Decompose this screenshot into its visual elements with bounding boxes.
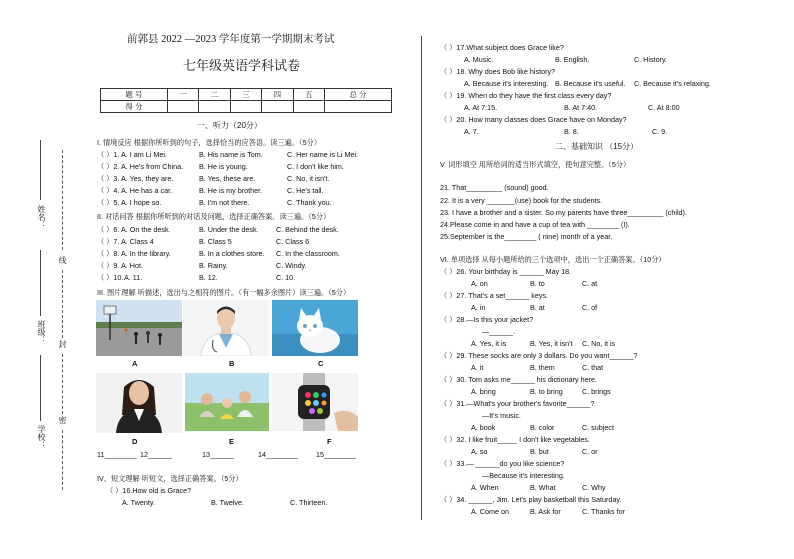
option-b: B. He is young. bbox=[199, 162, 248, 171]
question-17: （ ）17.What subject does Grace like? bbox=[440, 43, 564, 52]
question-number: （ ）2. bbox=[97, 162, 120, 171]
picture-b-doctor bbox=[183, 300, 269, 356]
question-number: （ ）4. bbox=[97, 186, 120, 195]
answer-blank-15[interactable]: 15________ bbox=[316, 450, 356, 459]
seal-dash-3 bbox=[62, 354, 63, 414]
option-b: B. Ask for bbox=[530, 507, 561, 516]
question-number: （ ）9. bbox=[97, 261, 120, 270]
score-table-score-row bbox=[101, 101, 392, 113]
option-c: C. Windy. bbox=[276, 261, 307, 270]
column-divider bbox=[421, 36, 422, 520]
option-b: B. Under the desk. bbox=[199, 225, 259, 234]
option-a: A. in bbox=[471, 303, 486, 312]
picture-label-a: A bbox=[132, 359, 138, 368]
exam-subtitle: 七年级英语学科试卷 bbox=[183, 58, 301, 73]
option-c: C. Her name is Li Mei. bbox=[287, 150, 359, 159]
seal-dash-2 bbox=[62, 270, 63, 338]
option-c: C. No, it is bbox=[582, 339, 616, 348]
score-header-cell: 总 分 bbox=[325, 89, 392, 101]
question-19: （ ）19. When do they have the first class every day? bbox=[440, 91, 612, 100]
school-label: 学校： bbox=[37, 425, 46, 449]
option-b: B. Yes, these are. bbox=[199, 174, 256, 183]
question-29: （ ）29. These socks are only 3 dollars. Do you want______? bbox=[440, 351, 638, 360]
score-cell[interactable] bbox=[325, 101, 392, 113]
option-c: C. History. bbox=[634, 55, 668, 64]
section1-instruction: I. 情境反应 根据你所听到的句子，选择恰当的应答语。读三遍。（5分） bbox=[97, 138, 322, 147]
seal-char-seal: 封 bbox=[58, 340, 67, 348]
option-a: A. book bbox=[471, 423, 496, 432]
score-table bbox=[100, 88, 392, 113]
question-32: （ ）32. I like fruit_____ I don't like vegetables. bbox=[440, 435, 590, 444]
option-c: C. that bbox=[582, 363, 604, 372]
question-26: （ ）26. Your birthday is ______ May 18. bbox=[440, 267, 572, 276]
option-a: A. Class 4 bbox=[121, 237, 154, 246]
picture-label-d: D bbox=[132, 437, 138, 446]
option-a: A. on bbox=[471, 279, 488, 288]
option-c: C. Thirteen. bbox=[290, 498, 328, 507]
question-number: （ ）3. bbox=[97, 174, 120, 183]
question-30: （ ）30. Tom asks me______ his dictionary here. bbox=[440, 375, 598, 384]
answer-blank-14[interactable]: 14________ bbox=[258, 450, 298, 459]
score-cell[interactable] bbox=[199, 101, 230, 113]
option-c: C. 9. bbox=[652, 127, 668, 136]
question-row bbox=[97, 249, 119, 258]
option-b: B. color bbox=[530, 423, 555, 432]
section3-instruction: III. 图片理解 听描述，选出与之相符的图片。（有一幅多余图片）读三遍。（5分） bbox=[97, 288, 351, 297]
option-b: B. them bbox=[530, 363, 555, 372]
score-cell[interactable] bbox=[167, 101, 198, 113]
option-c: C. Because it's relaxing. bbox=[634, 79, 711, 88]
option-a: A. He has a car. bbox=[121, 186, 173, 195]
score-row-label: 得 分 bbox=[101, 101, 168, 113]
option-a: A. Come on bbox=[471, 507, 509, 516]
seal-dash-1 bbox=[62, 150, 63, 250]
part2-title: 二、基础知识 （15分） bbox=[555, 142, 639, 151]
option-b: B. 8. bbox=[564, 127, 579, 136]
question-row bbox=[97, 237, 119, 246]
class-label: 班级： bbox=[37, 320, 46, 344]
option-a: A. On the desk. bbox=[121, 225, 171, 234]
question-row bbox=[97, 150, 119, 159]
option-b: B. to bbox=[530, 279, 545, 288]
option-b: B. but bbox=[530, 447, 549, 456]
picture-a-basketball bbox=[96, 300, 182, 356]
seal-char-secret: 密 bbox=[58, 416, 67, 424]
name-underline bbox=[40, 140, 41, 200]
option-c: C. I don't like him. bbox=[287, 162, 344, 171]
question-27: （ ）27. That's a set______ keys. bbox=[440, 291, 549, 300]
answer-blank-11[interactable]: 11________ bbox=[97, 450, 137, 459]
question-row bbox=[97, 162, 119, 171]
question-20: （ ）20. How many classes does Grace have on Monday? bbox=[440, 115, 627, 124]
option-a: A. When bbox=[471, 483, 499, 492]
question-33: （ ）33.— ______do you like science? bbox=[440, 459, 565, 468]
question-number: （ ）10. bbox=[97, 273, 124, 282]
score-header-cell: 二 bbox=[199, 89, 230, 101]
option-c: C. Why bbox=[582, 483, 606, 492]
option-a: A. Yes, it is bbox=[471, 339, 507, 348]
question-number: （ ）1. bbox=[97, 150, 120, 159]
school-underline bbox=[40, 355, 41, 421]
option-a: A. Hot. bbox=[121, 261, 143, 270]
option-a: A. In the library. bbox=[121, 249, 171, 258]
option-b: B. at bbox=[530, 303, 545, 312]
score-table-header-row bbox=[101, 89, 392, 101]
picture-label-b: B bbox=[229, 359, 235, 368]
option-b: B. In a clothes store. bbox=[199, 249, 265, 258]
picture-f-watch bbox=[272, 373, 358, 431]
question-number: （ ）6. bbox=[97, 225, 120, 234]
option-b: B. What bbox=[530, 483, 556, 492]
option-b: B. Rainy. bbox=[199, 261, 228, 270]
option-a: A. it bbox=[471, 363, 484, 372]
option-c: C. brings bbox=[582, 387, 611, 396]
question-row bbox=[97, 225, 119, 234]
fill-item-24: 24.Please come in and have a cup of tea with ________ (I). bbox=[440, 220, 630, 229]
option-a: A. At 7:15. bbox=[464, 103, 498, 112]
option-a: A. I hope so. bbox=[121, 198, 162, 207]
option-c: C. In the classroom. bbox=[276, 249, 340, 258]
question-number: （ ）8. bbox=[97, 249, 120, 258]
option-c: C. subject bbox=[582, 423, 614, 432]
option-b: B. His name is Tom. bbox=[199, 150, 263, 159]
option-c: C. He's tall. bbox=[287, 186, 324, 195]
section5-instruction: V. 词形填空 用所给词的适当形式填空，使句意完整。（5分） bbox=[440, 160, 631, 169]
class-underline bbox=[40, 250, 41, 316]
option-b: B. Yes, it isn't bbox=[530, 339, 573, 348]
option-a: A. He's from China. bbox=[121, 162, 184, 171]
option-a: A. Twenty. bbox=[122, 498, 155, 507]
option-c: C. Thanks for bbox=[582, 507, 626, 516]
question-row bbox=[97, 261, 119, 270]
option-b: B. to bring bbox=[530, 387, 563, 396]
option-a: A. I am Li Mei. bbox=[121, 150, 167, 159]
option-c: C. at bbox=[582, 279, 598, 288]
option-c: C. of bbox=[582, 303, 598, 312]
option-c: C. Behind the desk. bbox=[276, 225, 339, 234]
section6-instruction: VI. 单项选择 从每小题所给的三个选项中，选出一个正确答案。（10分） bbox=[440, 255, 666, 264]
score-cell[interactable] bbox=[262, 101, 293, 113]
question-33-reply: —Because it's interesting. bbox=[482, 471, 565, 480]
picture-label-e: E bbox=[229, 437, 235, 446]
picture-label-f: F bbox=[327, 437, 332, 446]
option-a: A. Yes, they are. bbox=[121, 174, 174, 183]
question-31-reply: —It's music. bbox=[482, 411, 521, 420]
option-b: B. Twelve. bbox=[211, 498, 245, 507]
score-header-cell: 五 bbox=[293, 89, 324, 101]
question-18: （ ）18. Why does Bob like history? bbox=[440, 67, 556, 76]
score-header-cell: 三 bbox=[230, 89, 261, 101]
score-header-cell: 一 bbox=[167, 89, 198, 101]
seal-char-line: 线 bbox=[58, 256, 67, 264]
option-a: A. 11. bbox=[124, 273, 143, 282]
part1-title: 一、听力（20分） bbox=[197, 121, 262, 130]
answer-blank-12[interactable]: 12______ bbox=[140, 450, 172, 459]
picture-d-woman bbox=[96, 373, 182, 433]
question-16: （ ）16.How old is Grace? bbox=[106, 486, 192, 495]
option-c: C. Thank you. bbox=[287, 198, 332, 207]
question-28-reply: —______. bbox=[482, 327, 516, 336]
question-row bbox=[97, 174, 119, 183]
fill-item-21: 21. That_________ (sound) good. bbox=[440, 183, 549, 192]
option-a: A. bring bbox=[471, 387, 496, 396]
option-a: A. Music. bbox=[464, 55, 494, 64]
option-b: B. Class 5 bbox=[199, 237, 232, 246]
section2-instruction: II. 对话问答 根据你所听到的对话及问题，选择正确答案。读三遍。（5分） bbox=[97, 212, 331, 221]
option-c: C. or bbox=[582, 447, 598, 456]
option-c: C. At 8:00 bbox=[648, 103, 680, 112]
option-b: B. 12. bbox=[199, 273, 218, 282]
seal-dash-4 bbox=[62, 430, 63, 490]
option-b: B. He is my brother. bbox=[199, 186, 263, 195]
section4-instruction: IV、短文理解 听短文，选择正确答案。（5分） bbox=[97, 474, 243, 483]
option-c: C. Class 6 bbox=[276, 237, 310, 246]
fill-item-23: 23. I have a brother and a sister. So my parents have three_________ (child). bbox=[440, 208, 687, 217]
score-header-cell: 四 bbox=[262, 89, 293, 101]
answer-blank-13[interactable]: 13______ bbox=[202, 450, 234, 459]
question-row bbox=[97, 273, 123, 282]
question-row bbox=[97, 186, 119, 195]
option-c: C. No, it isn't. bbox=[287, 174, 330, 183]
option-b: B. English. bbox=[555, 55, 590, 64]
question-number: （ ）7. bbox=[97, 237, 120, 246]
question-34: （ ）34. ______, Jim. Let's play basketball this Saturday. bbox=[440, 495, 622, 504]
question-number: （ ）5. bbox=[97, 198, 120, 207]
question-row bbox=[97, 198, 119, 207]
name-label: 姓名： bbox=[37, 205, 46, 229]
question-31: （ ）31.—What's your brother's favorite______? bbox=[440, 399, 595, 408]
picture-e-family bbox=[185, 373, 269, 431]
option-a: A. so bbox=[471, 447, 488, 456]
score-cell[interactable] bbox=[293, 101, 324, 113]
picture-label-c: C bbox=[318, 359, 324, 368]
option-b: B. I'm not there. bbox=[199, 198, 250, 207]
score-cell[interactable] bbox=[230, 101, 261, 113]
fill-item-22: 22. It is a very _______(use) book for the students. bbox=[440, 196, 603, 205]
option-a: A. 7. bbox=[464, 127, 479, 136]
score-header-cell: 题 号 bbox=[101, 89, 168, 101]
picture-c-cat bbox=[272, 300, 358, 356]
option-b: B. Because it's useful. bbox=[555, 79, 626, 88]
option-c: C. 10. bbox=[276, 273, 296, 282]
option-b: B. At 7:40. bbox=[564, 103, 598, 112]
fill-item-25: 25.September is the________ ( nine) month of a year. bbox=[440, 232, 613, 241]
question-28: （ ）28.—Is this your jacket? bbox=[440, 315, 534, 324]
option-a: A. Because it's interesting. bbox=[464, 79, 549, 88]
exam-title: 前郭县 2022 —2023 学年度第一学期期末考试 bbox=[127, 34, 335, 45]
